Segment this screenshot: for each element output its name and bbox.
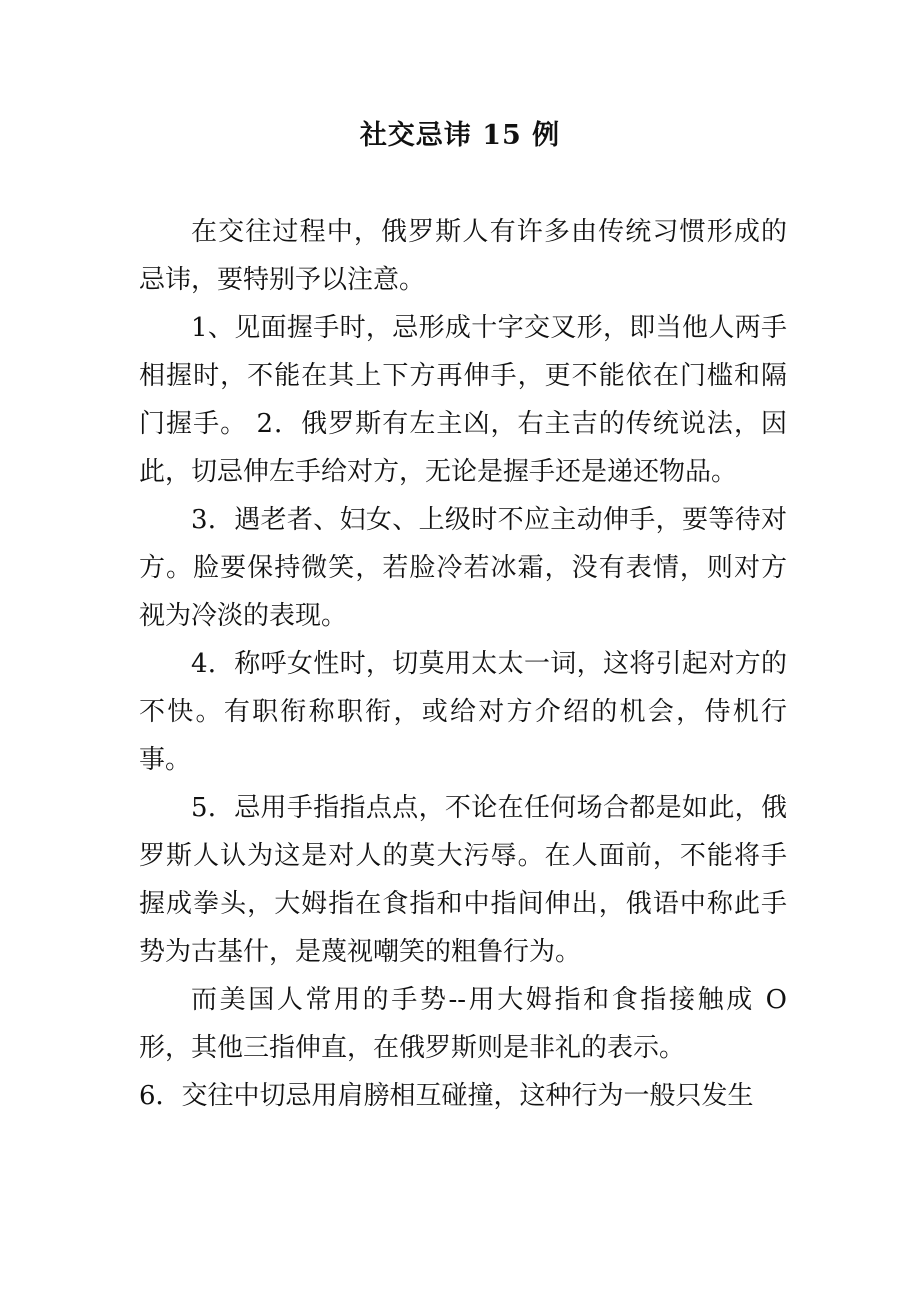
paragraph-rule-5: 5．忌用手指指点点，不论在任何场合都是如此，俄罗斯人认为这是对人的莫大污辱。在人面前，不能将手握成拳头，大姆指在食指和中指间伸出，俄语中称此手势为古基什，是蔑视嘲笑的粗鲁行为。 [139, 793, 787, 967]
paragraph-rule-1-2: 1、见面握手时，忌形成十字交叉形，即当他人两手相握时，不能在其上下方再伸手，更不能依在门槛和隔门握手。 2．俄罗斯有左主凶，右主吉的传统说法，因此，切忌伸左手给对方，无论是握手还是递还物品。 [139, 313, 787, 487]
document-body [139, 208, 787, 1120]
document-title: 社交忌讳 15 例 [359, 120, 561, 151]
paragraph-intro: 在交往过程中，俄罗斯人有许多由传统习惯形成的忌讳，要特别予以注意。 [139, 217, 787, 295]
paragraph-rule-4: 4．称呼女性时，切莫用太太一词，这将引起对方的不快。有职衔称职衔，或给对方介绍的机会，侍机行事。 [139, 649, 787, 775]
paragraph-rule-6: 6．交往中切忌用肩膀相互碰撞，这种行为一般只发生 [139, 1081, 754, 1111]
paragraph-rule-3: 3．遇老者、妇女、上级时不应主动伸手，要等待对方。脸要保持微笑，若脸冷若冰霜，没有表情，则对方视为冷淡的表现。 [139, 505, 787, 631]
paragraph-american-gesture: 而美国人常用的手势--用大姆指和食指接触成 O 形，其他三指伸直，在俄罗斯则是非礼的表示。 [139, 985, 787, 1063]
